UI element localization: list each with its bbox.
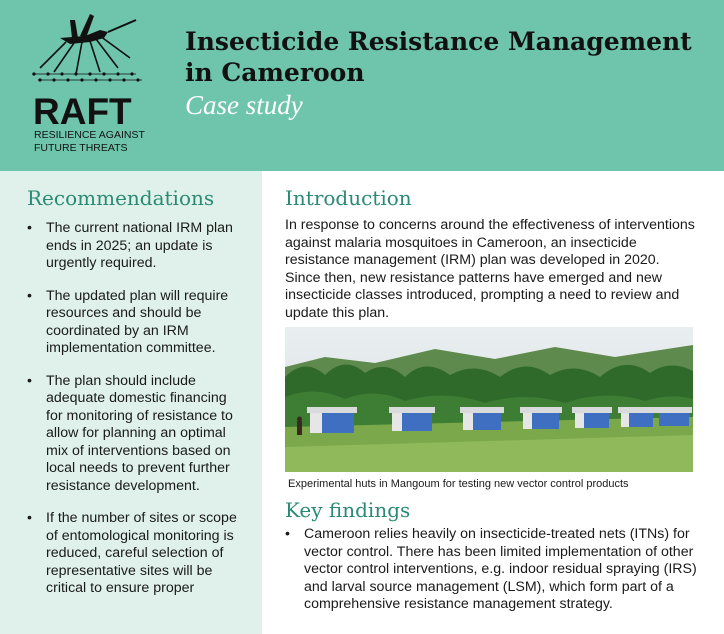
bullet-icon: • [27,287,32,304]
mosquito-logo-icon [30,12,150,84]
list-item [27,373,239,496]
list-item-text: The plan should include adequate domestic financing for monitoring of resistance to allow for planning an optimal mix of interventions based on local needs to prevent further resistance development. [46,372,233,494]
photo-caption: Experimental huts in Mangoum for testing new vector control products [288,478,629,490]
bullet-icon: • [27,220,32,236]
introduction-heading: Introduction [285,186,412,210]
list-item-text: The updated plan will require resources and should be coordinated by an IRM implementation committee. [46,287,229,356]
bullet-icon: • [285,526,290,542]
introduction-text: In response to concerns around the effectiveness of interventions against malaria mosquitoes in Cameroon, an insecticide resistance management (IRM) plan was developed in 2020. Since then, new resistance patterns have emerged and new insecticide classes introduced, prompting a need to review and update this plan. [285,217,695,321]
list-item-text: If the number of sites or scope of entomological monitoring is reduced, careful selection of representative sites will be critical to ensure proper [46,510,237,596]
bullet-icon: • [27,372,32,389]
logo-tagline [34,129,164,155]
logo-tagline-line2: FUTURE THREATS [34,142,128,154]
logo-tagline-line1: RESILIENCE AGAINST [34,129,145,141]
recommendations-heading: Recommendations [27,186,215,210]
bullet-icon: • [27,510,32,526]
document-title: Insecticide Resistance Management in Cameroon [185,27,692,87]
recommendations-list [27,220,239,613]
list-item-text: The current national IRM plan ends in 2025; an update is urgently required. [46,220,233,271]
logo-wordmark: RAFT [33,91,132,132]
raft-logo [30,12,160,162]
recommendations-sidebar [0,171,262,634]
experimental-huts-photo [285,327,693,472]
document-subtitle: Case study [185,90,303,120]
list-item [285,526,697,614]
list-item [27,288,239,358]
list-item-text: Cameroon relies heavily on insecticide-treated nets (ITNs) for vector control. There has been limited implementation of other vector control interventions, e.g. indoor residual spraying (IRS) and larval source management (LSM), which form part of a comprehensive resistance management strategy. [304,526,697,612]
list-item [27,220,239,273]
header-banner [0,0,724,171]
list-item [27,510,239,598]
key-findings-heading: Key findings [285,498,411,522]
photo-illustration [285,327,693,472]
key-findings-list [285,526,697,614]
